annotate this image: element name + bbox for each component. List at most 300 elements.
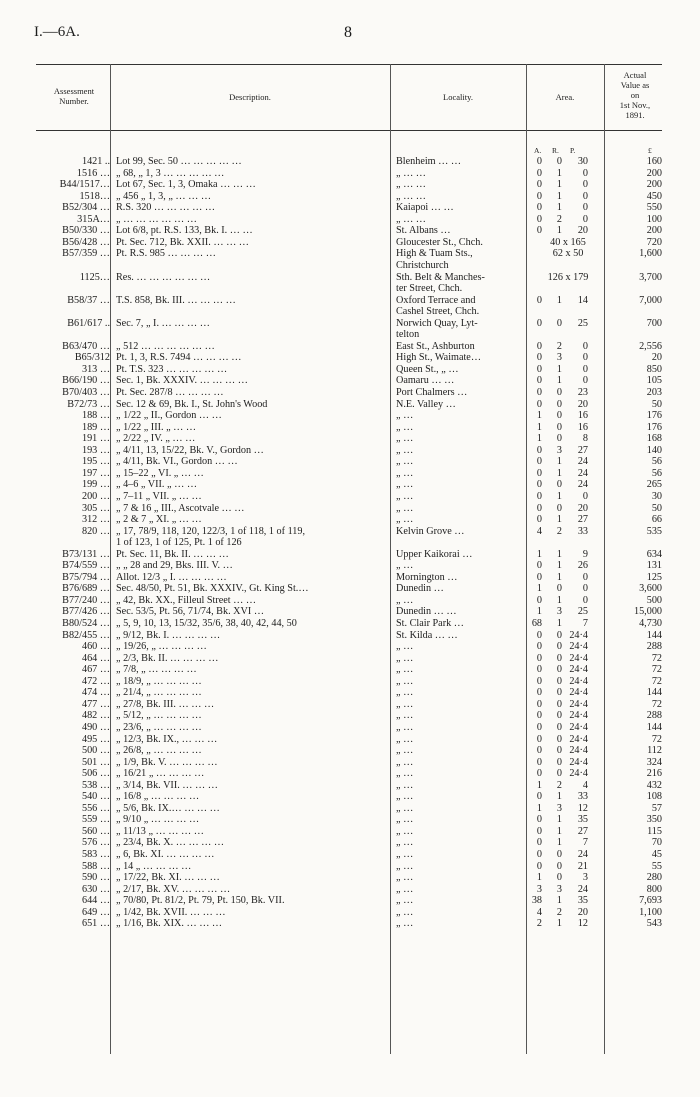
- locality: „ … …: [396, 179, 426, 191]
- description: „ 4/11, Bk. VI., Gordon … …: [116, 456, 238, 468]
- area-header: Area.: [555, 92, 575, 102]
- locality: „ …: [396, 594, 414, 606]
- assessment-number: 197 …: [81, 467, 110, 479]
- actual-value: 2,556: [639, 340, 662, 352]
- locality: Gloucester St., Chch.: [396, 236, 483, 248]
- area-roods: 0: [556, 583, 562, 595]
- locality: Norwich Quay, Lyt-: [396, 317, 478, 329]
- assessment-number: 556 …: [81, 802, 110, 814]
- table-row: [0, 237, 700, 248]
- area-perches: 24·4: [569, 721, 588, 733]
- area-roods: 0: [556, 745, 562, 757]
- description-header: Description.: [229, 92, 271, 102]
- area-perches: 27: [577, 825, 588, 837]
- description: „ 12/3, Bk. IX., … … …: [116, 733, 218, 745]
- locality: „ …: [396, 641, 414, 653]
- table-row: [0, 872, 700, 883]
- area-roods: 1: [556, 167, 562, 179]
- area-perches: 20: [577, 225, 588, 237]
- area-perches: 24: [577, 467, 588, 479]
- assessment-number: 1125…: [79, 271, 110, 283]
- locality: „ …: [396, 895, 414, 907]
- perches-unit: P.: [570, 146, 576, 155]
- area-acres: 0: [536, 560, 542, 572]
- assessment-number: 315A…: [77, 213, 110, 225]
- area-roods: 1: [556, 179, 562, 191]
- area-perches: 24·4: [569, 768, 588, 780]
- area-perches: 24·4: [569, 675, 588, 687]
- actual-value: 800: [646, 883, 662, 895]
- table-row: [0, 780, 700, 791]
- area-roods: 0: [556, 387, 562, 398]
- area-roods: 0: [556, 733, 562, 745]
- actual-value: 100: [646, 213, 662, 225]
- locality: Blenheim … …: [396, 156, 462, 167]
- area-perches: 16: [577, 421, 588, 433]
- area-acres: 0: [536, 502, 542, 514]
- area-acres: 0: [536, 456, 542, 468]
- table-row: [0, 202, 700, 213]
- assessment-number: B80/524 …: [62, 618, 110, 629]
- table-row: [0, 295, 700, 306]
- actual-value: 176: [646, 410, 662, 422]
- area-roods: 0: [556, 698, 562, 710]
- area-acres: 0: [536, 490, 542, 502]
- area-acres: 0: [536, 641, 542, 653]
- area-perches: 20: [577, 502, 588, 514]
- area-roods: 1: [556, 202, 562, 214]
- area-perches: 24·4: [569, 629, 588, 641]
- description: „ … … … … … …: [116, 213, 197, 225]
- description: „ 70/80, Pt. 81/2, Pt. 79, Pt. 150, Bk. VII.: [116, 895, 285, 907]
- table-row: [0, 364, 700, 375]
- description: „ „ 28 and 29, Bks. III. V. …: [116, 560, 233, 572]
- assessment-number: 472 …: [81, 675, 110, 687]
- table-row: [0, 757, 700, 768]
- area-perches: 12: [577, 918, 588, 930]
- table-top-rule: [36, 64, 662, 65]
- area-perches: 24·4: [569, 652, 588, 664]
- area-roods: 0: [556, 652, 562, 664]
- area-roods: 0: [556, 687, 562, 699]
- table-row: [0, 191, 700, 202]
- area-roods: 0: [556, 710, 562, 722]
- table-row: [0, 503, 700, 514]
- area-acres: 0: [536, 190, 542, 202]
- area-perches: 0: [582, 352, 588, 364]
- table-row: [0, 803, 700, 814]
- assessment-number: 200 …: [81, 490, 110, 502]
- area-acres: 1: [536, 779, 542, 791]
- area-perches: 8: [582, 433, 588, 445]
- area-roods: 1: [556, 490, 562, 502]
- locality: High & Tuam Sts.,: [396, 248, 473, 260]
- table-row: [0, 595, 700, 606]
- actual-value: 30: [651, 490, 662, 502]
- area-perches: 21: [577, 860, 588, 872]
- table-row: [0, 341, 700, 352]
- locality: „ …: [396, 906, 414, 918]
- assessment-number: 467 …: [81, 664, 110, 676]
- assessment-number: B76/689 …: [62, 583, 110, 595]
- area-roods: 1: [556, 514, 562, 526]
- area-acres: 0: [536, 675, 542, 687]
- description: Allot. 12/3 „ I. … … … …: [116, 571, 227, 583]
- area-roods: 0: [556, 675, 562, 687]
- area-acres: 0: [536, 352, 542, 364]
- description: „ 2/17, Bk. XV. … … … …: [116, 883, 231, 895]
- actual-value: 168: [646, 433, 662, 445]
- table-row: [0, 618, 700, 629]
- locality: „ …: [396, 479, 414, 491]
- area-perches: 24·4: [569, 698, 588, 710]
- actual-value: 144: [646, 721, 662, 733]
- description: „ 14 „ … … … …: [116, 860, 192, 872]
- actual-value: 7,000: [639, 294, 662, 306]
- area-perches: 4: [582, 779, 588, 791]
- area-acres: 0: [536, 698, 542, 710]
- area-perches: 24·4: [569, 733, 588, 745]
- area-roods: 1: [556, 814, 562, 826]
- description: „ 5, 9, 10, 13, 15/32, 35/6, 38, 40, 42, 44, 50: [116, 618, 297, 629]
- actual-value: 56: [651, 456, 662, 468]
- area-acres: 1: [536, 872, 542, 884]
- locality: Cashel Street, Chch.: [396, 306, 480, 318]
- description: „ 21/4, „ … … … …: [116, 687, 202, 699]
- area-acres: 1: [536, 583, 542, 595]
- area-roods: 0: [556, 768, 562, 780]
- table-row: [0, 641, 700, 652]
- assessment-number: 588 …: [81, 860, 110, 872]
- pound-unit: £: [648, 146, 652, 155]
- area-roods: 2: [556, 340, 562, 352]
- actual-value: 543: [646, 918, 662, 930]
- assessment-number: B44/1517…: [59, 179, 110, 191]
- area-perches: 35: [577, 895, 588, 907]
- assessment-number: B65/312: [74, 352, 110, 364]
- assessment-number: 464 …: [81, 652, 110, 664]
- table-row: [0, 606, 700, 617]
- area-acres: 1: [536, 433, 542, 445]
- description: „ 16/8 „ … … … …: [116, 791, 200, 803]
- table-row: [0, 479, 700, 490]
- area-perches: 3: [582, 872, 588, 884]
- locality: „ …: [396, 502, 414, 514]
- area-perches: 0: [582, 571, 588, 583]
- area-roods: 0: [556, 317, 562, 329]
- area-roods: 1: [556, 837, 562, 849]
- area-acres: 0: [536, 294, 542, 306]
- area-acres: 0: [536, 398, 542, 410]
- area-roods: 1: [556, 560, 562, 572]
- actual-value: 265: [646, 479, 662, 491]
- area-roods: 1: [556, 225, 562, 237]
- area-perches: 24: [577, 456, 588, 468]
- area-acres: 0: [536, 340, 542, 352]
- area-roods: 1: [556, 190, 562, 202]
- table-row: [0, 837, 700, 848]
- description: 1 of 123, 1 of 125, Pt. 1 of 126: [116, 537, 242, 549]
- actual-value: 500: [646, 594, 662, 606]
- locality: „ …: [396, 652, 414, 664]
- actual-value: 432: [646, 779, 662, 791]
- area-perches: 30: [577, 156, 588, 167]
- area-perches: 27: [577, 444, 588, 456]
- area-roods: 3: [556, 444, 562, 456]
- description: Pt. Sec. 287/8 … … … …: [116, 387, 224, 398]
- area-roods: 0: [556, 410, 562, 422]
- area-acres: 1: [536, 410, 542, 422]
- description: Res. … … … … … …: [116, 271, 211, 283]
- table-row: [0, 214, 700, 225]
- locality: Christchurch: [396, 259, 449, 271]
- locality: „ …: [396, 883, 414, 895]
- locality: „ …: [396, 837, 414, 849]
- area-perches: 7: [582, 837, 588, 849]
- page-number: 8: [344, 24, 352, 41]
- actual-value: 72: [651, 675, 662, 687]
- actual-value: 720: [646, 236, 662, 248]
- locality: „ … …: [396, 190, 426, 202]
- table-row: [0, 734, 700, 745]
- assessment-number-header: Assessment Number.: [53, 86, 95, 106]
- locality: „ …: [396, 433, 414, 445]
- actual-value: 15,000: [633, 606, 662, 618]
- table-row: [0, 687, 700, 698]
- actual-value: 160: [646, 156, 662, 167]
- area-acres: 1: [536, 606, 542, 618]
- table-row: [0, 225, 700, 236]
- assessment-number: 305 …: [81, 502, 110, 514]
- table-row: [0, 283, 700, 294]
- area-roods: 3: [556, 802, 562, 814]
- locality: Upper Kaikorai …: [396, 548, 473, 560]
- actual-value: 634: [646, 548, 662, 560]
- actual-value: 50: [651, 502, 662, 514]
- area-acres: 0: [536, 733, 542, 745]
- area-roods: 0: [556, 756, 562, 768]
- table-row: [0, 410, 700, 421]
- area-roods: 1: [556, 594, 562, 606]
- acres-unit: A.: [534, 146, 542, 155]
- table-row: [0, 272, 700, 283]
- locality: „ … …: [396, 167, 426, 179]
- table-row: [0, 156, 700, 167]
- area-perches: 33: [577, 791, 588, 803]
- locality: „ …: [396, 560, 414, 572]
- actual-value: 112: [647, 745, 662, 757]
- description: „ 6, Bk. XI. … … … …: [116, 849, 215, 860]
- table-row: [0, 676, 700, 687]
- assessment-number: B50/330 …: [62, 225, 110, 237]
- table-row: [0, 560, 700, 571]
- area-perches: 25: [577, 317, 588, 329]
- locality: Oamaru … …: [396, 375, 455, 387]
- actual-value: 350: [646, 814, 662, 826]
- area-acres: 0: [536, 825, 542, 837]
- table-row: [0, 399, 700, 410]
- description: Pt. R.S. 985 … … … …: [116, 248, 216, 260]
- actual-value: 176: [646, 421, 662, 433]
- area-perches: 24·4: [569, 687, 588, 699]
- area-acres: 0: [536, 514, 542, 526]
- assessment-number: 193 …: [81, 444, 110, 456]
- description: „ 15–22 „ VI. „ … …: [116, 467, 204, 479]
- table-row: [0, 168, 700, 179]
- table-row: [0, 514, 700, 525]
- actual-value: 66: [651, 514, 662, 526]
- assessment-number: B73/131 …: [62, 548, 110, 560]
- assessment-number: 1421 ..: [81, 156, 110, 167]
- actual-value: 288: [646, 641, 662, 653]
- area-roods: 0: [556, 872, 562, 884]
- actual-value: 131: [646, 560, 662, 572]
- table-row: [0, 352, 700, 363]
- area-roods: 0: [556, 849, 562, 860]
- locality: „ …: [396, 410, 414, 422]
- area-dimensions: 62 x 50: [552, 248, 584, 260]
- assessment-number: 482 …: [81, 710, 110, 722]
- assessment-number: B56/428 …: [62, 236, 110, 248]
- actual-value: 700: [646, 317, 662, 329]
- assessment-number: 644 …: [81, 895, 110, 907]
- actual-value: 144: [646, 687, 662, 699]
- area-acres: 0: [536, 375, 542, 387]
- area-perches: 24: [577, 849, 588, 860]
- area-perches: 25: [577, 606, 588, 618]
- locality: „ …: [396, 514, 414, 526]
- area-acres: 0: [536, 317, 542, 329]
- actual-value: 280: [646, 872, 662, 884]
- actual-value: 7,693: [639, 895, 662, 907]
- actual-value: 850: [646, 363, 662, 375]
- area-roods: 3: [556, 883, 562, 895]
- actual-value: 550: [646, 202, 662, 214]
- table-row: [0, 884, 700, 895]
- locality: St. Kilda … …: [396, 629, 458, 641]
- area-acres: 0: [536, 213, 542, 225]
- actual-value: 535: [646, 525, 662, 537]
- description: Lot 6/8, pt. R.S. 133, Bk. I. … …: [116, 225, 253, 237]
- table-row: [0, 456, 700, 467]
- locality: „ …: [396, 918, 414, 930]
- area-acres: 0: [536, 179, 542, 191]
- assessment-number: 590 …: [81, 872, 110, 884]
- actual-value: 72: [651, 664, 662, 676]
- actual-value: 324: [646, 756, 662, 768]
- assessment-number: 1516 …: [76, 167, 110, 179]
- description: „ 1/9, Bk. V. … … … …: [116, 756, 218, 768]
- area-acres: 0: [536, 710, 542, 722]
- assessment-number: 540 …: [81, 791, 110, 803]
- actual-value: 1,600: [639, 248, 662, 260]
- locality: „ …: [396, 664, 414, 676]
- area-roods: 2: [556, 779, 562, 791]
- table-row: [0, 849, 700, 860]
- area-acres: 0: [536, 687, 542, 699]
- area-acres: 2: [536, 918, 542, 930]
- description: „ 19/26, „ … … … …: [116, 641, 207, 653]
- assessment-number: 538 …: [81, 779, 110, 791]
- locality-header: Locality.: [443, 92, 473, 102]
- assessment-number: 630 …: [81, 883, 110, 895]
- assessment-number: B66/190 …: [62, 375, 110, 387]
- area-perches: 27: [577, 514, 588, 526]
- area-acres: 0: [536, 745, 542, 757]
- area-acres: 4: [536, 525, 542, 537]
- area-acres: 4: [536, 906, 542, 918]
- area-acres: 0: [536, 814, 542, 826]
- assessment-number: 500 …: [81, 745, 110, 757]
- area-acres: 0: [536, 756, 542, 768]
- actual-value: 56: [651, 467, 662, 479]
- locality: „ …: [396, 768, 414, 780]
- assessment-number: 199 …: [81, 479, 110, 491]
- description: „ 42, Bk. XX., Filleul Street … …: [116, 594, 257, 606]
- area-perches: 0: [582, 594, 588, 606]
- area-roods: 2: [556, 906, 562, 918]
- area-roods: 1: [556, 825, 562, 837]
- locality: Kaiapoi … …: [396, 202, 454, 214]
- description: Sec. 53/5, Pt. 56, 71/74, Bk. XVI …: [116, 606, 265, 618]
- area-acres: 68: [531, 618, 542, 629]
- table-row: [0, 260, 700, 271]
- assessment-number: 312 …: [81, 514, 110, 526]
- description: Sec. 48/50, Pt. 51, Bk. XXXIV., Gt. King St.…: [116, 583, 309, 595]
- area-roods: 3: [556, 352, 562, 364]
- actual-value: 115: [647, 825, 662, 837]
- area-acres: 0: [536, 721, 542, 733]
- area-acres: 0: [536, 652, 542, 664]
- locality: „ …: [396, 779, 414, 791]
- locality: Sth. Belt & Manches-: [396, 271, 485, 283]
- assessment-number: 559 …: [81, 814, 110, 826]
- area-acres: 0: [536, 225, 542, 237]
- description: „ 17/22, Bk. XI. … … …: [116, 872, 220, 884]
- locality: Oxford Terrace and: [396, 294, 476, 306]
- area-perches: 0: [582, 167, 588, 179]
- table-row: [0, 710, 700, 721]
- area-acres: 1: [536, 548, 542, 560]
- description: „ 7/8, „ … … … …: [116, 664, 197, 676]
- description: „ 11/13 „ … … … …: [116, 825, 204, 837]
- document-reference: I.—6A.: [34, 24, 80, 40]
- area-acres: 0: [536, 387, 542, 398]
- locality: „ …: [396, 444, 414, 456]
- area-perches: 24·4: [569, 641, 588, 653]
- locality: „ …: [396, 490, 414, 502]
- table-row: [0, 306, 700, 317]
- locality: Kelvin Grove …: [396, 525, 465, 537]
- area-acres: 3: [536, 883, 542, 895]
- area-roods: 1: [556, 618, 562, 629]
- area-acres: 0: [536, 363, 542, 375]
- description: „ 512 … … … … … …: [116, 340, 215, 352]
- assessment-number: B70/403 …: [62, 387, 110, 398]
- locality: „ …: [396, 698, 414, 710]
- locality: „ …: [396, 721, 414, 733]
- area-acres: 38: [531, 895, 542, 907]
- locality: „ …: [396, 814, 414, 826]
- area-perches: 26: [577, 560, 588, 572]
- area-acres: 0: [536, 594, 542, 606]
- description: „ 3/14, Bk. VII. … … …: [116, 779, 218, 791]
- table-row: [0, 433, 700, 444]
- actual-value: 200: [646, 179, 662, 191]
- area-roods: 3: [556, 606, 562, 618]
- area-roods: 1: [556, 456, 562, 468]
- assessment-number: 651 …: [81, 918, 110, 930]
